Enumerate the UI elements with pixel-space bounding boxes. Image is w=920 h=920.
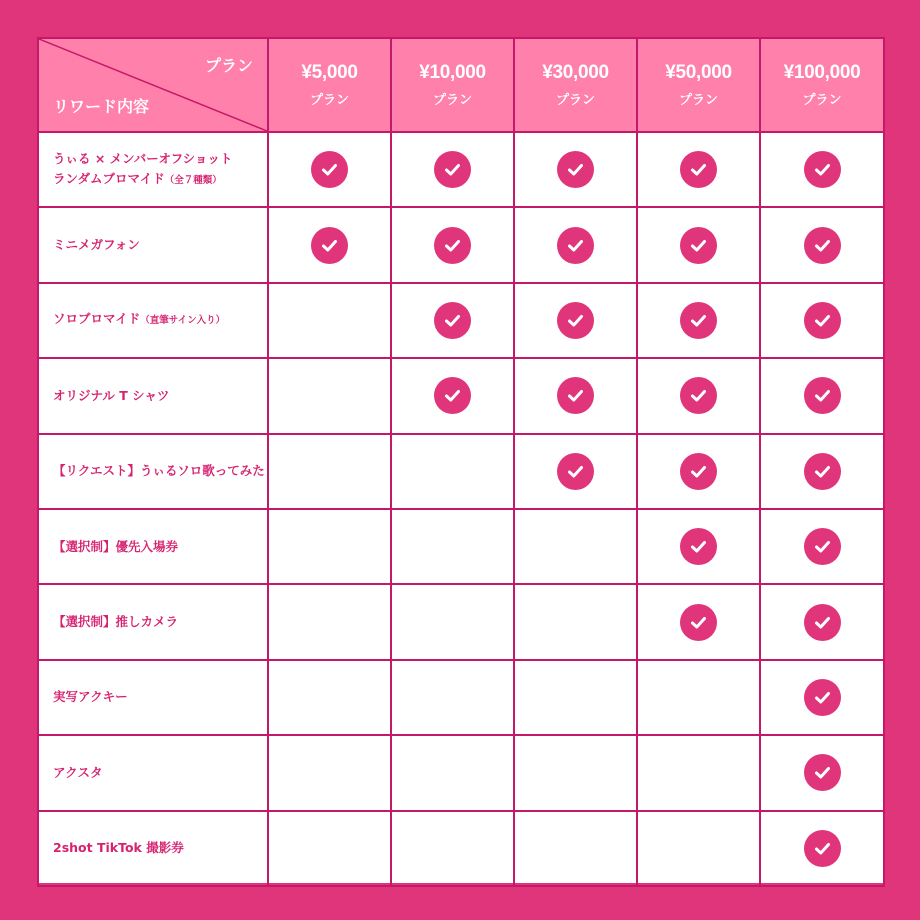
- plan-cell: [514, 132, 637, 207]
- plan-cell: [268, 132, 391, 207]
- plan-label: プラン: [309, 93, 349, 108]
- plan-cell: [760, 132, 884, 207]
- plan-cell: [391, 283, 514, 358]
- plan-header-30000: [514, 38, 637, 132]
- plan-cell: [637, 434, 760, 509]
- table-row: [38, 207, 884, 282]
- plan-header-10000: [391, 38, 514, 132]
- check-icon: [804, 151, 841, 188]
- reward-name-cell: [38, 434, 268, 509]
- plan-cell: [268, 660, 391, 735]
- check-icon: [804, 604, 841, 641]
- plan-cell: [760, 207, 884, 282]
- check-icon: [557, 227, 594, 264]
- reward-name-cell: [38, 735, 268, 810]
- plan-cell: [268, 735, 391, 810]
- table-row: [38, 434, 884, 509]
- reward-name-cell: [38, 358, 268, 433]
- plan-cell: [514, 434, 637, 509]
- reward-name-line2: ランダムブロマイド: [53, 170, 165, 186]
- reward-name: アクスタ: [53, 764, 103, 780]
- plan-cell: [637, 811, 760, 886]
- plan-cell: [514, 735, 637, 810]
- plan-cell: [514, 660, 637, 735]
- plan-cell: [760, 660, 884, 735]
- check-icon: [680, 227, 717, 264]
- plan-price: ¥50,000: [665, 62, 732, 83]
- plan-axis-label: プラン: [204, 56, 253, 75]
- reward-name: 【選択制】推しカメラ: [53, 614, 179, 630]
- plan-cell: [391, 735, 514, 810]
- plan-cell: [391, 358, 514, 433]
- plan-price: ¥30,000: [542, 62, 609, 83]
- plan-cell: [268, 509, 391, 584]
- plan-header-5000: [268, 38, 391, 132]
- plan-cell: [391, 509, 514, 584]
- check-icon: [680, 453, 717, 490]
- header-row: [38, 38, 884, 132]
- check-icon: [557, 453, 594, 490]
- reward-name: ソロブロマイド: [53, 311, 141, 327]
- plan-cell: [637, 207, 760, 282]
- plan-cell: [760, 584, 884, 659]
- reward-name: 【選択制】優先入場券: [53, 538, 179, 554]
- table-row: [38, 735, 884, 810]
- check-icon: [804, 830, 841, 867]
- table-row: [38, 660, 884, 735]
- plan-cell: [760, 509, 884, 584]
- reward-name-cell: [38, 283, 268, 358]
- reward-name: 実写アクキー: [53, 689, 128, 705]
- check-icon: [434, 302, 471, 339]
- check-icon: [804, 377, 841, 414]
- table-row: [38, 811, 884, 886]
- check-icon: [557, 302, 594, 339]
- check-icon: [311, 151, 348, 188]
- table-body: [38, 132, 884, 886]
- plan-cell: [637, 283, 760, 358]
- reward-name: うぃる × メンバーオフショット: [53, 150, 233, 166]
- table-row: [38, 358, 884, 433]
- check-icon: [311, 227, 348, 264]
- plan-cell: [391, 434, 514, 509]
- check-icon: [804, 227, 841, 264]
- check-icon: [804, 528, 841, 565]
- reward-name: ミニメガフォン: [53, 237, 140, 253]
- plan-cell: [268, 584, 391, 659]
- plan-price: ¥100,000: [783, 62, 861, 83]
- plan-cell: [268, 434, 391, 509]
- check-icon: [434, 151, 471, 188]
- plan-cell: [268, 811, 391, 886]
- plan-cell: [268, 283, 391, 358]
- check-icon: [680, 528, 717, 565]
- plan-cell: [760, 735, 884, 810]
- table-row: [38, 584, 884, 659]
- plan-cell: [268, 358, 391, 433]
- check-icon: [804, 453, 841, 490]
- table-row: [38, 132, 884, 207]
- reward-name: 【リクエスト】うぃるソロ歌ってみた: [53, 463, 265, 479]
- reward-name-cell: [38, 584, 268, 659]
- plan-cell: [760, 283, 884, 358]
- plan-cell: [637, 584, 760, 659]
- plan-label: プラン: [802, 93, 842, 108]
- reward-name: 2shot TikTok 撮影券: [53, 840, 184, 856]
- plan-cell: [514, 509, 637, 584]
- header-corner-cell: [38, 38, 268, 132]
- plan-cell: [514, 283, 637, 358]
- check-icon: [557, 151, 594, 188]
- reward-comparison-table: [37, 37, 885, 887]
- plan-cell: [637, 509, 760, 584]
- plan-cell: [514, 584, 637, 659]
- reward-name-cell: [38, 811, 268, 886]
- reward-axis-label: リワード内容: [53, 97, 150, 116]
- reward-name-cell: [38, 509, 268, 584]
- plan-cell: [760, 434, 884, 509]
- plan-cell: [391, 660, 514, 735]
- plan-label: プラン: [678, 93, 718, 108]
- plan-label: プラン: [555, 93, 595, 108]
- check-icon: [557, 377, 594, 414]
- check-icon: [804, 302, 841, 339]
- plan-cell: [514, 811, 637, 886]
- plan-cell: [637, 660, 760, 735]
- plan-cell: [637, 132, 760, 207]
- check-icon: [804, 679, 841, 716]
- reward-name-cell: [38, 207, 268, 282]
- check-icon: [680, 377, 717, 414]
- plan-cell: [760, 811, 884, 886]
- plan-cell: [391, 207, 514, 282]
- plan-cell: [391, 584, 514, 659]
- check-icon: [680, 604, 717, 641]
- plan-cell: [391, 811, 514, 886]
- table-row: [38, 283, 884, 358]
- check-icon: [804, 754, 841, 791]
- check-icon: [434, 227, 471, 264]
- check-icon: [680, 151, 717, 188]
- plan-header-100000: [760, 38, 884, 132]
- plan-cell: [637, 358, 760, 433]
- reward-name-cell: [38, 660, 268, 735]
- plan-label: プラン: [432, 93, 472, 108]
- plan-cell: [268, 207, 391, 282]
- plan-header-50000: [637, 38, 760, 132]
- reward-note: （直筆サイン入り）: [140, 315, 226, 327]
- table-row: [38, 509, 884, 584]
- reward-table-container: [37, 37, 883, 883]
- table-header: [38, 38, 884, 132]
- plan-cell: [760, 358, 884, 433]
- check-icon: [680, 302, 717, 339]
- plan-cell: [637, 735, 760, 810]
- plan-cell: [514, 207, 637, 282]
- reward-name: オリジナル T シャツ: [53, 387, 170, 403]
- check-icon: [434, 377, 471, 414]
- reward-name-cell: [38, 132, 268, 207]
- plan-cell: [391, 132, 514, 207]
- plan-price: ¥5,000: [301, 62, 358, 83]
- plan-cell: [514, 358, 637, 433]
- reward-note: （全７種類）: [164, 174, 222, 186]
- plan-price: ¥10,000: [419, 62, 486, 83]
